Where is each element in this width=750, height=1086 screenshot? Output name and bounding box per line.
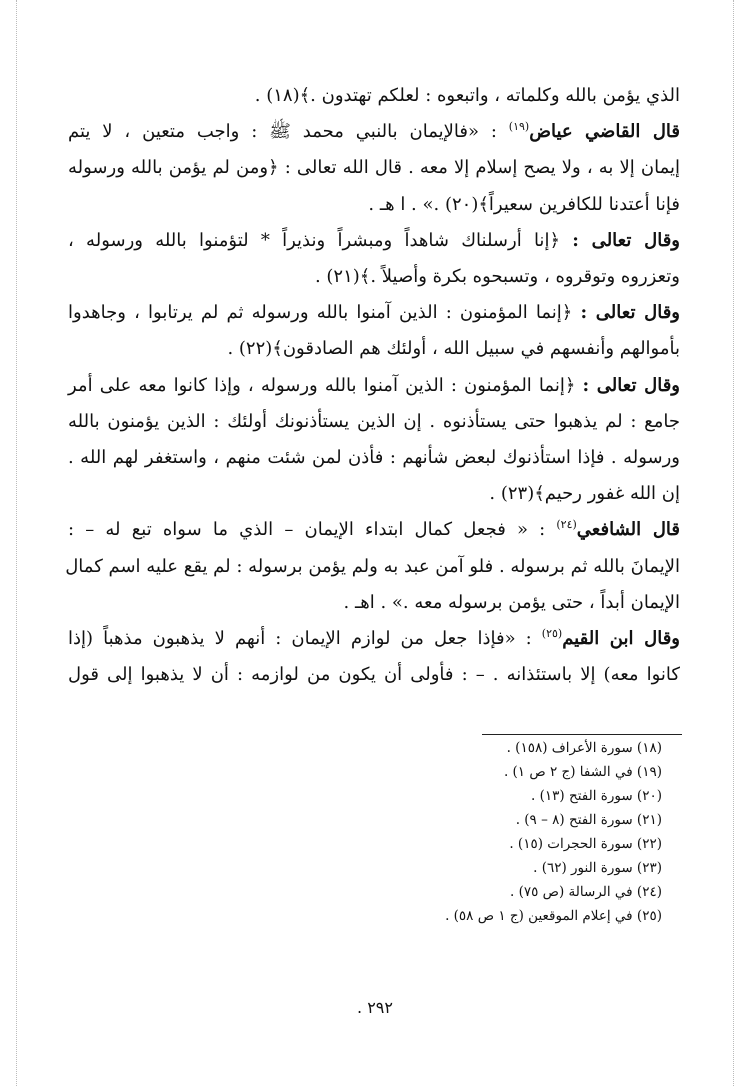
footnotes [445,736,662,928]
line-text: ﴿إنا أرسلناك شاهداً ومبشراً ونذيراً * لتؤمنوا بالله ورسوله ، [68,229,573,251]
speaker-label: قال القاضي عياض [529,121,680,143]
text-line [68,295,680,331]
footnote-ref: (١٩) [508,120,530,134]
line-text: وتعزروه وتوقروه ، وتسبحوه بكرة وأصيلاً .﴾(٢١) . [314,266,680,287]
line-text: : « فجعل كمال ابتداء الإيمان – الذي ما سواه تبع له – : [68,519,557,541]
text-line [68,223,680,259]
speaker-label: وقال تعالى : [582,374,680,396]
footnote: (١٨) سورة الأعراف (١٥٨) . [506,740,662,756]
text-line [68,512,680,548]
text-line [65,549,680,585]
speaker-label: قال الشافعي [576,519,680,541]
text-line [68,150,680,186]
speaker-label: وقال تعالى : [572,229,681,251]
footnote: (٢٢) سورة الحجرات (١٥) . [509,836,662,852]
scan-edge-right [733,0,734,1086]
line-text: ﴿إنما المؤمنون : الذين آمنوا بالله ورسوله ثم لم يرتابوا ، وجاهدوا [68,302,581,324]
footnote: (٢٥) في إعلام الموقعين (ج ١ ص ٥٨) . [445,908,662,924]
text-line [68,78,680,114]
footnote-ref: (٢٥) [541,627,563,640]
line-text: ورسوله . فإذا استأذنوك لبعض شأنهم : فأذن لمن شئت منهم ، واستغفر لهم الله . [68,447,680,468]
text-line [68,404,680,440]
speaker-label: وقال ابن القيم [562,628,680,649]
footnote-ref: (٢٤) [556,518,577,532]
text-line [68,187,680,223]
line-text: ﴿إنما المؤمنون : الذين آمنوا بالله ورسوله ، وإذا كانوا معه على أمر [68,374,583,396]
footnote: (١٩) في الشفا (ج ٢ ص ١) . [503,764,662,780]
footnote: (٢١) سورة الفتح (٨ – ٩) . [515,812,662,828]
text-line [68,585,680,621]
line-text: الإيمانَ بالله ثم برسوله . فلو آمن عبد به ولم يؤمن برسوله : لم يقع عليه اسم كمال [65,555,680,577]
footnote: (٢٤) في الرسالة (ص ٧٥) . [510,884,662,900]
text-line [68,114,680,150]
line-text: جامع : لم يذهبوا حتى يستأذنوه . إن الذين يستأذنونك أولئك : الذين يؤمنون بالله [68,410,680,432]
footnote: (٢٠) سورة الفتح (١٣) . [531,788,662,804]
footnote-separator [482,734,682,735]
text-line [68,440,680,476]
line-text: فإنا أعتدنا للكافرين سعيراً﴾(٢٠) .» . ا هـ . [368,193,680,215]
text-line [68,259,680,295]
speaker-label: وقال تعالى : [580,302,680,324]
scan-edge-left [16,0,17,1086]
line-text: : «فإذا جعل من لوازم الإيمان : أنهم لا يذهبون مذهباً (إذا [68,628,542,649]
line-text: كانوا معه) إلا باستئذانه . – : فأولى أن يكون من لوازمه : أن لا يذهبوا إلى قول [68,664,680,686]
text-line [68,368,680,404]
footnote: (٢٣) سورة النور (٦٢) . [533,860,662,876]
line-text: بأموالهم وأنفسهم في سبيل الله ، أولئك هم الصادقون﴾(٢٢) . [227,338,680,360]
text-line [68,657,680,693]
line-text: إن الله غفور رحيم﴾(٢٣) . [489,483,680,505]
text-line [68,621,680,657]
line-text: : «فالإيمان بالنبي محمد ﷺ : واجب متعين ، لا يتم [68,121,509,143]
line-text: الذي يؤمن بالله وكلماته ، واتبعوه : لعلكم تهتدون .﴾(١٨) . [254,85,680,106]
line-text: الإيمان أبداً ، حتى يؤمن برسوله معه .» . اهـ . [343,591,680,613]
line-text: إيمان إلا به ، ولا يصح إسلام إلا معه . قال الله تعالى : ﴿ومن لم يؤمن بالله ورسوله [68,157,680,179]
text-line [68,331,680,367]
page-number: ٢٩٢ . [357,998,393,1017]
text-line [68,476,680,512]
